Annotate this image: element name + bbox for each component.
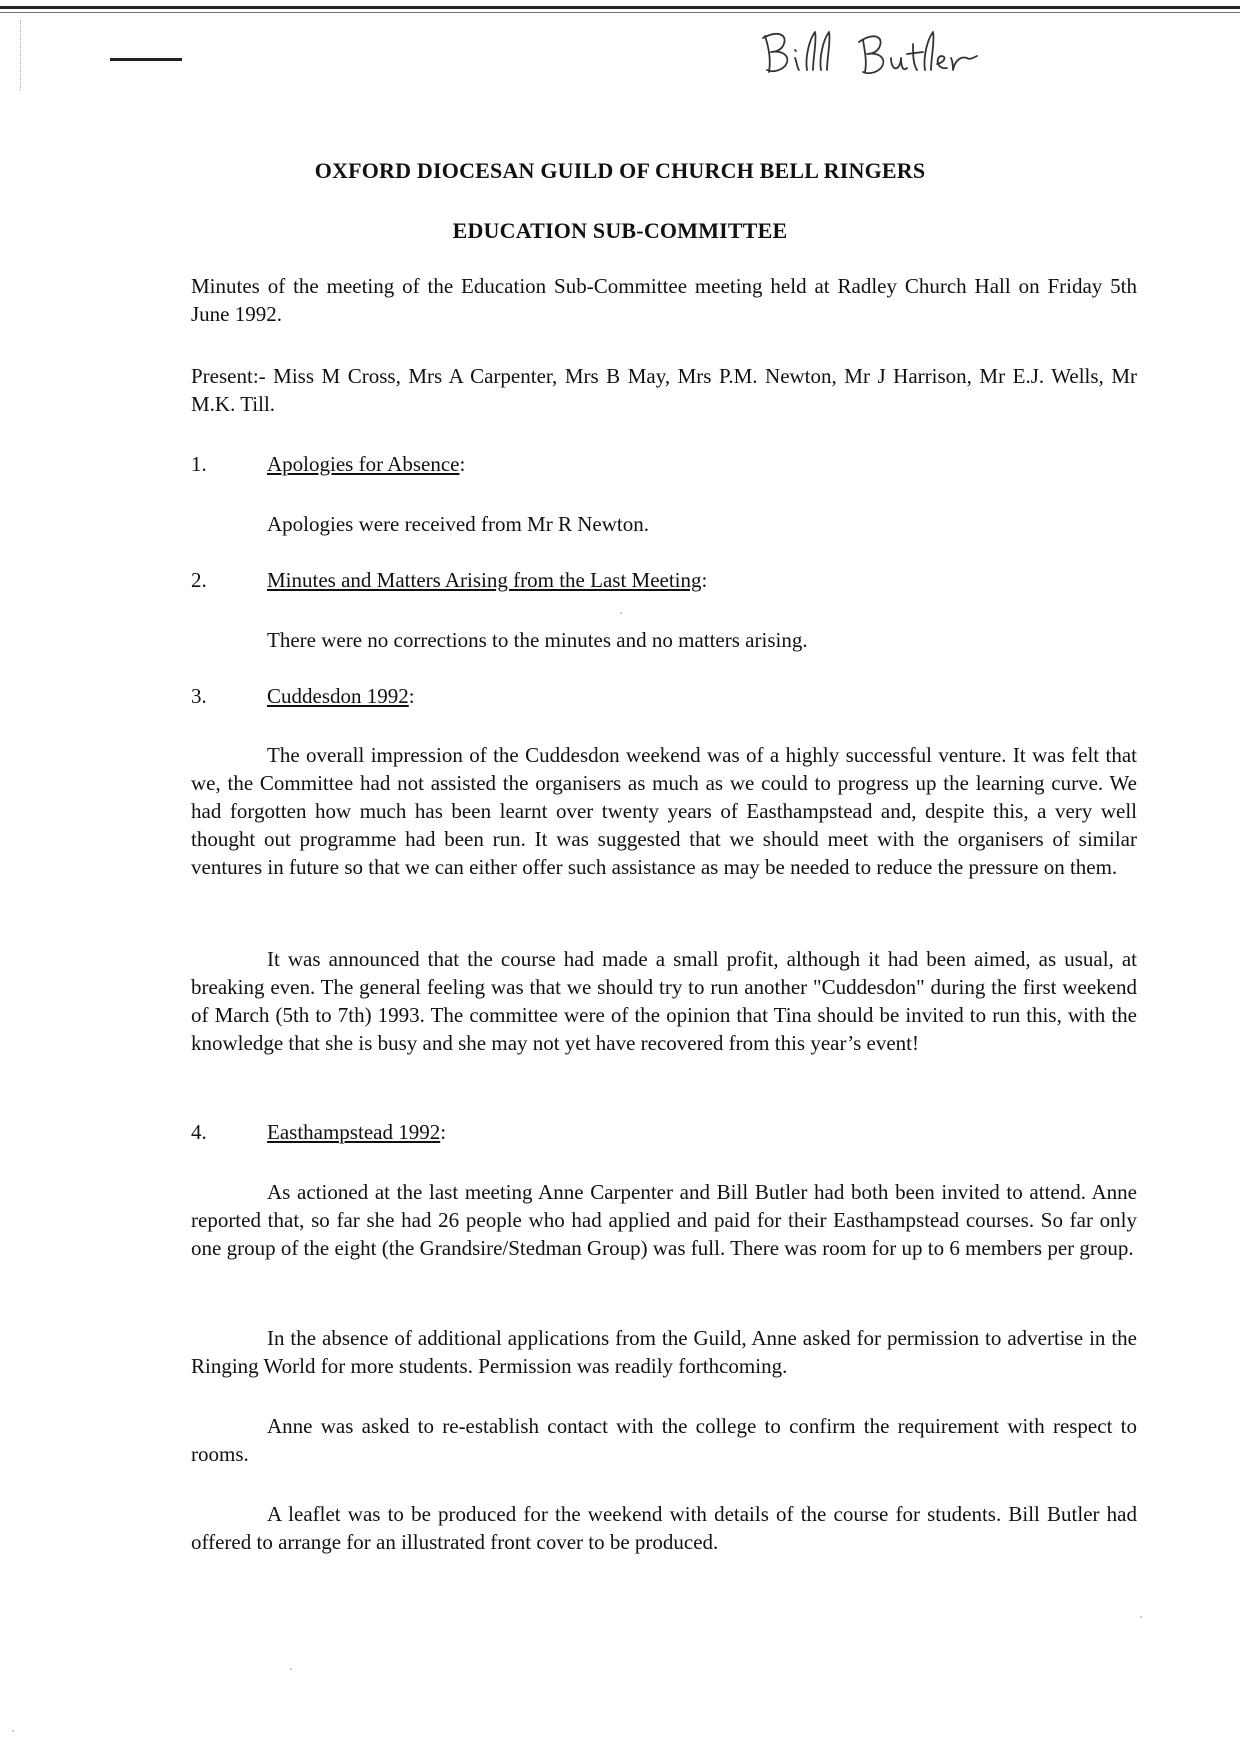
section-4-paragraph-1: As actioned at the last meeting Anne Carpenter and Bill Butler had both been invited to attend. Anne reported that, so far she had 26 people who had applied and paid for their Easthampstead courses. So far only one group of the eight (the Grandsire/Stedman Group) was full. There was room for up to 6 members per group. <box>191 1180 1137 1260</box>
section-1-heading: Apologies for Absence: <box>267 452 466 476</box>
section-4-title: Easthampstead 1992 <box>267 1120 441 1144</box>
intro-paragraph: Minutes of the meeting of the Education Sub-Committee meeting held at Radley Church Hall on Friday 5th June 1992. <box>191 274 1137 326</box>
section-4-paragraph-2: In the absence of additional applications from the Guild, Anne asked for permission to advertise in the Ringing World for more students. Permission was readily forthcoming. <box>191 1326 1137 1378</box>
section-2-heading: Minutes and Matters Arising from the Last Meeting: <box>267 568 708 592</box>
present-paragraph: Present:- Miss M Cross, Mrs A Carpenter, Mrs B May, Mrs P.M. Newton, Mr J Harrison, Mr E.J. Wells, Mr M.K. Till. <box>191 364 1137 416</box>
section-3-number: 3. <box>191 684 207 708</box>
section-2-paragraph: There were no corrections to the minutes and no matters arising. <box>267 628 808 652</box>
section-3-title: Cuddesdon 1992 <box>267 684 409 708</box>
section-3-paragraph-1: The overall impression of the Cuddesdon weekend was of a highly successful venture. It was felt that we, the Committee had not assisted the organisers as much as we could to progress up the learning curve. We had forgotten how much has been learnt over twenty years of Easthampstead and, despite this, a very well thought out programme had been run. It was suggested that we should meet with the organisers of similar ventures in future so that we can either offer such assistance as may be needed to reduce the pressure on them. <box>191 743 1137 879</box>
scan-speck <box>1140 1616 1142 1618</box>
top-border-rule <box>0 6 1240 9</box>
section-4-number: 4. <box>191 1120 207 1144</box>
section-1-paragraph: Apologies were received from Mr R Newton. <box>267 512 649 536</box>
section-3-heading: Cuddesdon 1992: <box>267 684 415 708</box>
section-4-paragraph-4: A leaflet was to be produced for the weekend with details of the course for students. Bill Butler had offered to arrange for an illustrated front cover to be produced. <box>191 1502 1137 1554</box>
section-1-number: 1. <box>191 452 207 476</box>
committee-heading: EDUCATION SUB-COMMITTEE <box>452 218 788 243</box>
scan-edge-mark <box>20 20 27 90</box>
section-4-heading: Easthampstead 1992: <box>267 1120 447 1144</box>
scan-speck <box>12 1730 14 1732</box>
section-3-paragraph-2: It was announced that the course had made a small profit, although it had been aimed, as usual, at breaking even. The general feeling was that we should try to run another "Cuddesdon" during the first weekend of March (5th to 7th) 1993. The committee were of the opinion that Tina should be invited to run this, with the knowledge that she is busy and she may not yet have recovered from this year’s event! <box>191 947 1137 1055</box>
handwritten-signature <box>755 18 985 78</box>
top-border-rule-thin <box>0 12 1240 13</box>
header-dash <box>110 58 182 61</box>
organisation-heading: OXFORD DIOCESAN GUILD OF CHURCH BELL RINGERS <box>314 158 926 183</box>
section-1-title: Apologies for Absence <box>267 452 460 476</box>
scan-speck <box>290 1668 292 1670</box>
section-4-paragraph-3: Anne was asked to re-establish contact with the college to confirm the requirement with respect to rooms. <box>191 1414 1137 1466</box>
section-2-number: 2. <box>191 568 207 592</box>
scan-speck <box>620 612 622 614</box>
section-2-title: Minutes and Matters Arising from the Last Meeting <box>267 568 702 592</box>
